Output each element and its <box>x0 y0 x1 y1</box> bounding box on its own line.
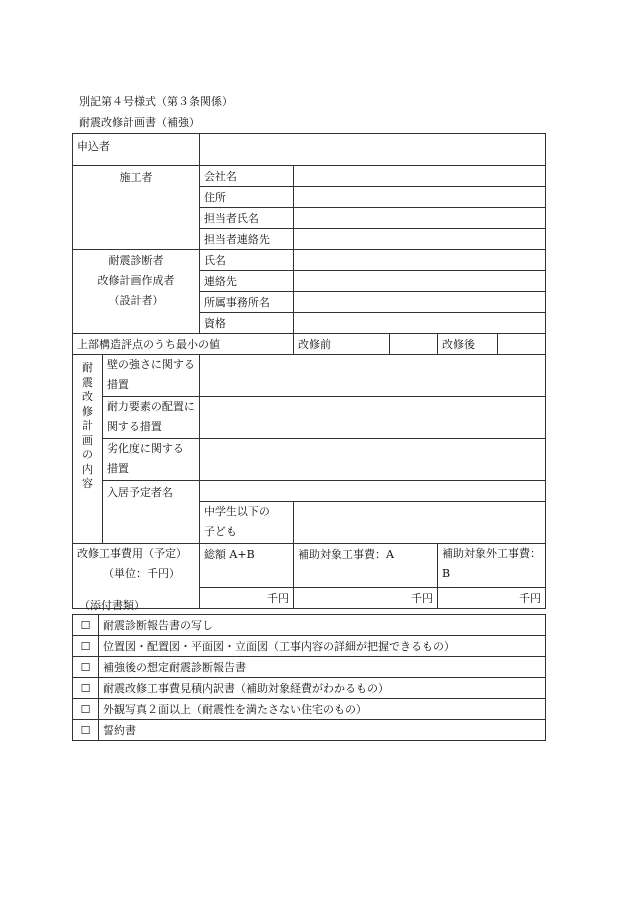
plan-item-label <box>102 397 199 439</box>
plan-item-line: 関する措置 <box>106 420 162 433</box>
children-label <box>199 502 293 544</box>
plan-vertical-char: 画 <box>81 433 93 447</box>
attachment-checkbox[interactable]: ☐ <box>73 699 99 720</box>
score-label: 上部構造評点のうち最小の値 <box>73 334 294 355</box>
plan-vertical-char: 計 <box>81 419 93 432</box>
contractor-field-label: 担当者氏名 <box>199 208 293 229</box>
contractor-label: 施工者 <box>73 166 200 250</box>
form-id: 別記第４号様式（第３条関係） <box>79 95 233 108</box>
contractor-contact-value[interactable] <box>294 229 546 250</box>
attachment-label: 位置図・配置図・平面図・立面図（工事内容の詳細が把握できるもの） <box>99 636 546 657</box>
plan-item-label <box>102 355 199 397</box>
attachment-row <box>73 678 546 699</box>
contractor-field-label: 担当者連絡先 <box>199 229 293 250</box>
score-before-label: 改修前 <box>294 334 390 355</box>
plan-item-label <box>102 439 199 481</box>
plan-item-line: 措置 <box>106 378 129 391</box>
cost-total-label: 総額 A+B <box>199 544 293 588</box>
designer-contact-value[interactable] <box>294 271 546 292</box>
attachment-checkbox[interactable]: ☐ <box>73 678 99 699</box>
plan-item-row <box>73 439 546 481</box>
score-before-value[interactable] <box>390 334 438 355</box>
designer-office-value[interactable] <box>294 292 546 313</box>
cost-subsidized-label: 補助対象工事費：A <box>294 544 438 588</box>
plan-vertical-label <box>73 355 103 544</box>
plan-vertical-char: 改 <box>81 390 93 403</box>
plan-item-line: 耐力要素の配置に <box>106 400 195 413</box>
plan-item-row <box>73 355 546 397</box>
children-label-line: 中学生以下の <box>203 505 270 518</box>
attachment-row <box>73 720 546 741</box>
resident-row <box>73 481 546 502</box>
attachment-row <box>73 699 546 720</box>
applicant-value[interactable] <box>199 134 545 166</box>
attachment-label: 補強後の想定耐震診断報告書 <box>99 657 546 678</box>
plan-vertical-char: 内 <box>81 462 93 476</box>
resident-name-value[interactable] <box>199 481 545 502</box>
plan-item-line: 壁の強さに関する <box>106 358 195 371</box>
attachment-label: 耐震改修工事費見積内訳書（補助対象経費がわかるもの） <box>99 678 546 699</box>
plan-vertical-char: 耐 <box>81 361 93 374</box>
designer-label-line: （設計者） <box>108 294 164 307</box>
plan-vertical-char: の <box>81 448 93 461</box>
attachment-label: 外観写真２面以上（耐震性を満たさない住宅のもの） <box>99 699 546 720</box>
score-row <box>73 334 546 355</box>
cost-non-subsidized-value[interactable]: 千円 <box>437 588 545 609</box>
attachment-row <box>73 615 546 636</box>
score-after-label: 改修後 <box>437 334 497 355</box>
children-value[interactable] <box>294 502 546 544</box>
cost-non-subsidized-label <box>437 544 545 588</box>
designer-row <box>73 250 546 271</box>
plan-item-line: 劣化度に関する <box>106 442 184 455</box>
attachment-checkbox[interactable]: ☐ <box>73 720 99 741</box>
plan-item-line: 措置 <box>106 462 129 475</box>
contractor-field-label: 会社名 <box>199 166 293 187</box>
plan-item-value-wall[interactable] <box>199 355 545 397</box>
cost-label-line: （単位：千円） <box>103 567 180 580</box>
designer-qualification-value[interactable] <box>294 313 546 334</box>
cost-non-subsidized-line: 補助対象外工事費： <box>441 547 541 560</box>
plan-vertical-char: 容 <box>81 477 93 490</box>
plan-item-value-deterioration[interactable] <box>199 439 545 481</box>
plan-item-row <box>73 397 546 439</box>
form-title: 耐震改修計画書（補強） <box>79 116 200 129</box>
score-after-value[interactable] <box>498 334 546 355</box>
cost-header-row <box>73 544 546 588</box>
contractor-row <box>73 166 546 187</box>
designer-field-label: 連絡先 <box>199 271 293 292</box>
attachment-checkbox[interactable]: ☐ <box>73 615 99 636</box>
plan-table <box>72 133 546 609</box>
designer-label <box>73 250 200 334</box>
resident-label: 入居予定者名 <box>102 481 199 544</box>
cost-label-line: 改修工事費用（予定） <box>77 547 187 560</box>
cost-subsidized-value[interactable]: 千円 <box>294 588 438 609</box>
designer-label-line: 耐震診断者 <box>108 254 164 267</box>
contractor-company-value[interactable] <box>294 166 546 187</box>
plan-vertical-char: 震 <box>81 375 93 389</box>
plan-item-value-layout[interactable] <box>199 397 545 439</box>
attachment-label: 耐震診断報告書の写し <box>99 615 546 636</box>
attachment-row <box>73 636 546 657</box>
attachments-table <box>72 614 546 741</box>
designer-field-label: 所属事務所名 <box>199 292 293 313</box>
applicant-label: 申込者 <box>73 134 200 166</box>
attachment-label: 誓約書 <box>99 720 546 741</box>
attachment-row <box>73 657 546 678</box>
cost-total-value[interactable]: 千円 <box>199 588 293 609</box>
applicant-row <box>73 134 546 166</box>
designer-field-label: 資格 <box>199 313 293 334</box>
attachment-checkbox[interactable]: ☐ <box>73 657 99 678</box>
cost-non-subsidized-line: B <box>441 567 451 580</box>
designer-field-label: 氏名 <box>199 250 293 271</box>
designer-name-value[interactable] <box>294 250 546 271</box>
contractor-person-value[interactable] <box>294 208 546 229</box>
attachment-checkbox[interactable]: ☐ <box>73 636 99 657</box>
designer-label-line: 改修計画作成者 <box>97 274 175 287</box>
attachments-heading: （添付書類） <box>79 599 145 612</box>
contractor-address-value[interactable] <box>294 187 546 208</box>
children-label-line: 子ども <box>203 525 237 538</box>
contractor-field-label: 住所 <box>199 187 293 208</box>
plan-vertical-char: 修 <box>81 404 93 418</box>
